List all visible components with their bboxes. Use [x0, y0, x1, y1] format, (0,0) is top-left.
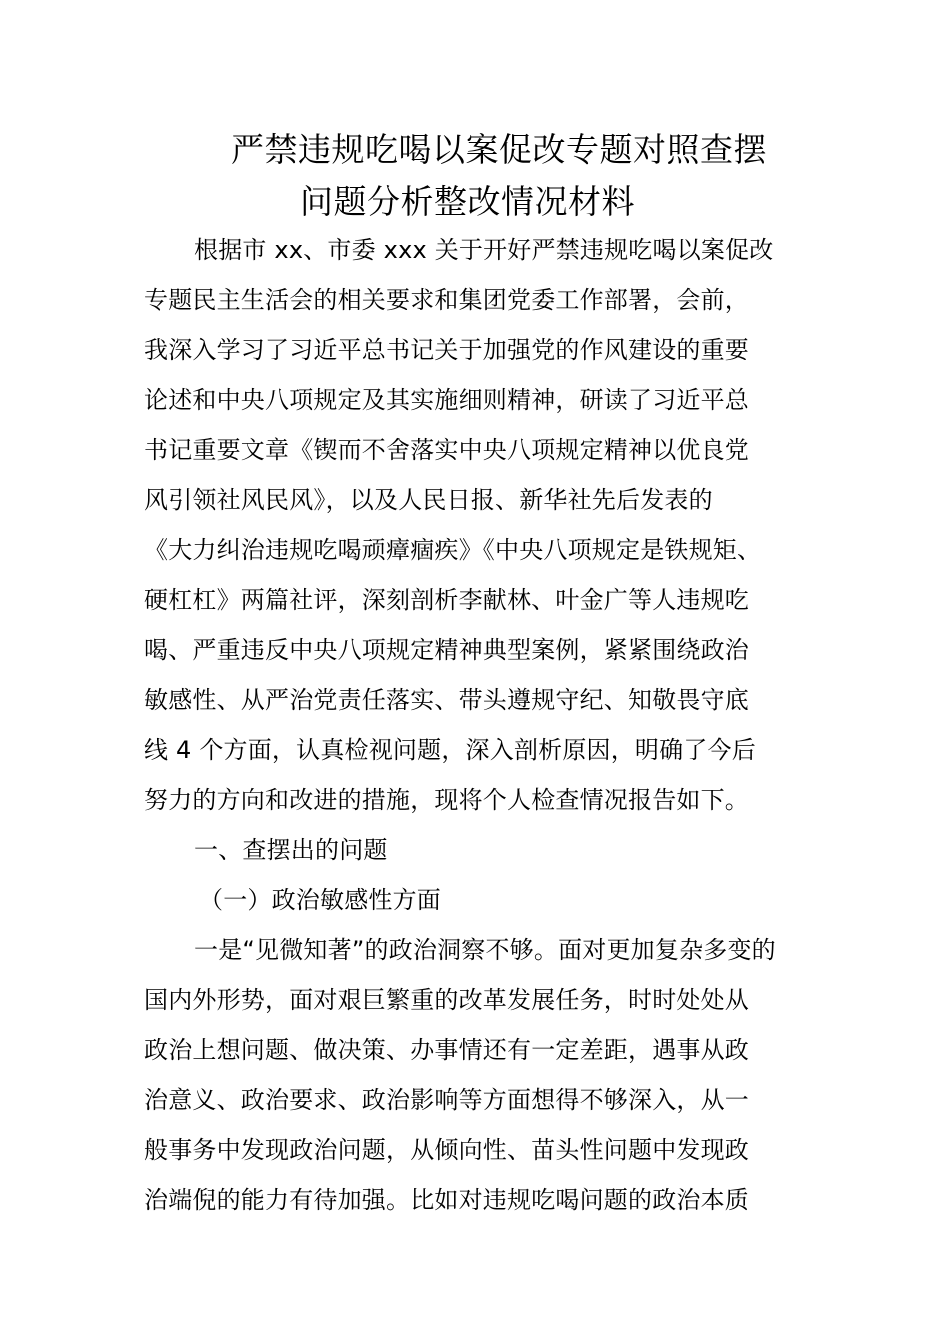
paragraph-line: 风引领社风民风》，以及人民日报、新华社先后发表的: [144, 486, 713, 514]
section-heading-1: 一、查摆出的问题: [194, 836, 388, 864]
paragraph-line: 线 4 个方面，认真检视问题，深入剖析原因，明确了今后: [144, 736, 756, 764]
paragraph-line: 一是“见微知著”的政治洞察不够。面对更加复杂多变的: [194, 936, 776, 964]
paragraph-line: 敏感性、从严治党责任落实、带头遵规守纪、知敬畏守底: [144, 686, 749, 714]
document-title-line-1: 严禁违规吃喝以案促改专题对照查摆: [231, 130, 767, 169]
paragraph-line: 国内外形势，面对艰巨繁重的改革发展任务，时时处处从: [144, 986, 749, 1014]
subsection-heading-1: （一）政治敏感性方面: [199, 886, 441, 914]
paragraph-line: 治端倪的能力有待加强。比如对违规吃喝问题的政治本质: [144, 1186, 749, 1214]
paragraph-line: 努力的方向和改进的措施，现将个人检查情况报告如下。: [144, 786, 749, 814]
paragraph-line: 般事务中发现政治问题，从倾向性、苗头性问题中发现政: [144, 1136, 749, 1164]
paragraph-line: 论述和中央八项规定及其实施细则精神，研读了习近平总: [144, 386, 749, 414]
paragraph-line: 治意义、政治要求、政治影响等方面想得不够深入，从一: [144, 1086, 749, 1114]
paragraph-line: 我深入学习了习近平总书记关于加强党的作风建设的重要: [144, 336, 749, 364]
document-title-line-2: 问题分析整改情况材料: [300, 182, 635, 221]
paragraph-line: 专题民主生活会的相关要求和集团党委工作部署，会前，: [144, 286, 749, 314]
paragraph-line: 《大力纠治违规吃喝顽瘴痼疾》《中央八项规定是铁规矩、: [144, 536, 762, 564]
paragraph-line: 喝、严重违反中央八项规定精神典型案例，紧紧围绕政治: [144, 636, 749, 664]
paragraph-line: 根据市 xx、市委 xxx 关于开好严禁违规吃喝以案促改: [194, 236, 774, 264]
paragraph-line: 书记重要文章《锲而不舍落实中央八项规定精神以优良党: [144, 436, 749, 464]
paragraph-line: 硬杠杠》两篇社评，深刻剖析李献林、叶金广等人违规吃: [144, 586, 749, 614]
paragraph-line: 政治上想问题、做决策、办事情还有一定差距，遇事从政: [144, 1036, 749, 1064]
